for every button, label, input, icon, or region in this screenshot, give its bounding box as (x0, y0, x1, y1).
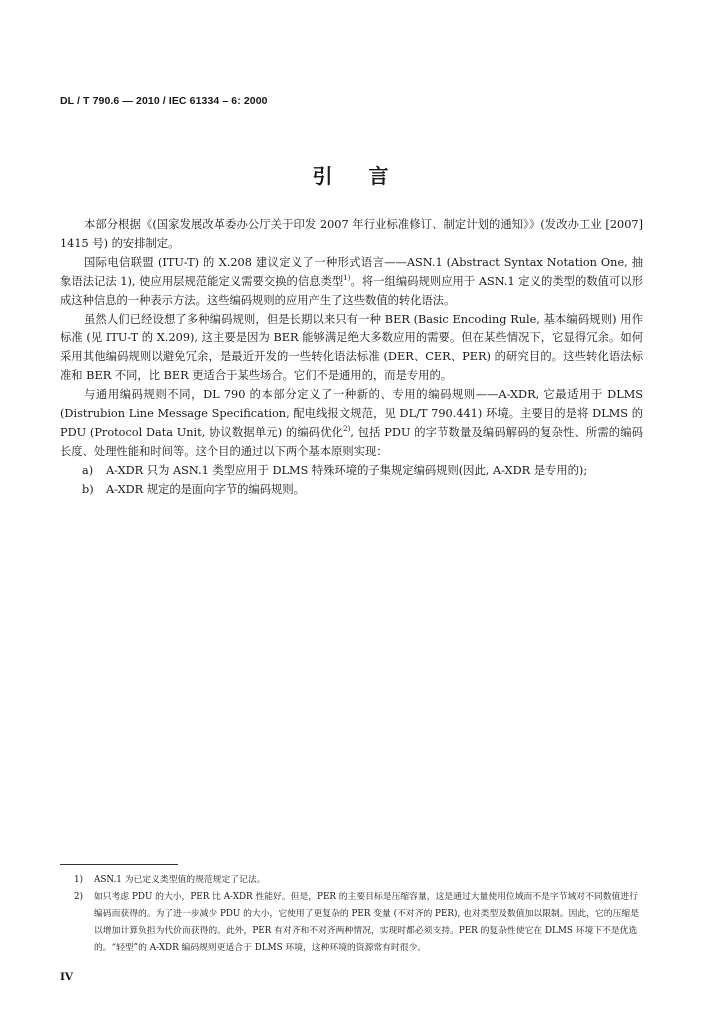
footnote-text: ASN.1 为已定义类型值的规范规定了记法。 (94, 875, 266, 885)
list-item-text: A-XDR 规定的是面向字节的编码规则。 (106, 482, 305, 496)
paragraph-axdr-text: 与通用编码规则不同，DL 790 的本部分定义了一种新的、专用的编码规则——A-XDR, 它最适用于 DLMS (Distrubion Line Message Specification, 配电线报文规范，见 DL/T 790.441) 环境。主要目的是将 DLMS 的 PDU (Protocol Data Unit, 协议数据单元) 的编码优化 (60, 388, 643, 439)
list-marker: b) (82, 482, 94, 496)
paragraph-axdr (60, 386, 643, 462)
footnote-number: 1) (74, 875, 84, 885)
foreword-body (60, 216, 643, 500)
list-item (60, 481, 643, 500)
list-item (60, 462, 643, 481)
paragraph-ber: 虽然人们已经设想了多种编码规则，但是长期以来只有一种 BER (Basic Encoding Rule, 基本编码规则) 用作标准 (见 ITU-T 的 X.209), 这主要是因为 BER 能够满足绝大多数应用的需要。但在某些情况下，它显得冗余。如何采用其他编码规则以避免冗余，是最近开发的一些转化语法标准 (DER、CER、PER) 的研究目的。这些转化语法标准和 BER 不同，比 BER 更适合于某些场合。它们不是通用的，而是专用的。 (60, 312, 643, 383)
paragraph-asn1 (60, 254, 643, 311)
standard-number-header: DL / T 790.6 — 2010 / IEC 61334 – 6: 2000 (60, 95, 268, 107)
footnotes (60, 872, 643, 957)
footnote-item (60, 889, 643, 957)
footnote-number: 2) (74, 892, 84, 902)
list-marker: a) (82, 463, 94, 477)
footnote-item (60, 872, 643, 889)
list-item-text: A-XDR 只为 ASN.1 类型应用于 DLMS 特殊环境的子集规定编码规则(因此, A-XDR 是专用的); (106, 463, 588, 477)
footnote-divider (60, 864, 178, 865)
page-number: IV (60, 971, 74, 983)
paragraph-axdr-tail: , 包括 PDU 的字节数量及编码解码的复杂性、所需的编码长度、处理性能和时间等。这个目的通过以下两个基本原则实现： (60, 425, 643, 458)
paragraph-asn1-text: 国际电信联盟 (ITU-T) 的 X.208 建议定义了一种形式语言——ASN.1 (Abstract Syntax Notation One, 抽象语法记法 1), 使应用层规范能定义需要交换的信息类型 (60, 255, 643, 288)
page-title: 引言 (312, 164, 425, 188)
paragraph-basis: 本部分根据《(国家发展改革委办公厅关于印发 2007 年行业标准修订、制定计划的通知》》(发改办工业 [2007] 1415 号) 的安排制定。 (60, 218, 643, 250)
paragraph-asn1-tail: 。将一组编码规则应用于 ASN.1 定义的类型的数值可以形成这种信息的一种表示方法。这些编码规则的应用产生了这些数值的转化语法。 (60, 274, 643, 307)
footnote-ref-1: 1) (343, 273, 351, 282)
footnote-ref-2: 2) (343, 425, 351, 434)
footnote-text: 如只考虑 PDU 的大小，PER 比 A-XDR 性能好。但是，PER 的主要目标是压缩容量，这是通过大量使用位域而不是字节域对不同数值进行编码而获得的。为了进一步减少 PDU 的大小，它使用了更复杂的 PER 变量 (不对齐的 PER), 也对类型及数值加以限制。因此，它的压缩是以增加计算负担为代价而获得的。此外，PER 有对齐和不对齐两种情况，实现时都必须支持。PER 的复杂性使它在 DLMS 环境下不是优选的。“轻型”的 A-XDR 编码规则更适合于 DLMS 环境，这种环境的资源常有时很少。 (94, 892, 639, 953)
